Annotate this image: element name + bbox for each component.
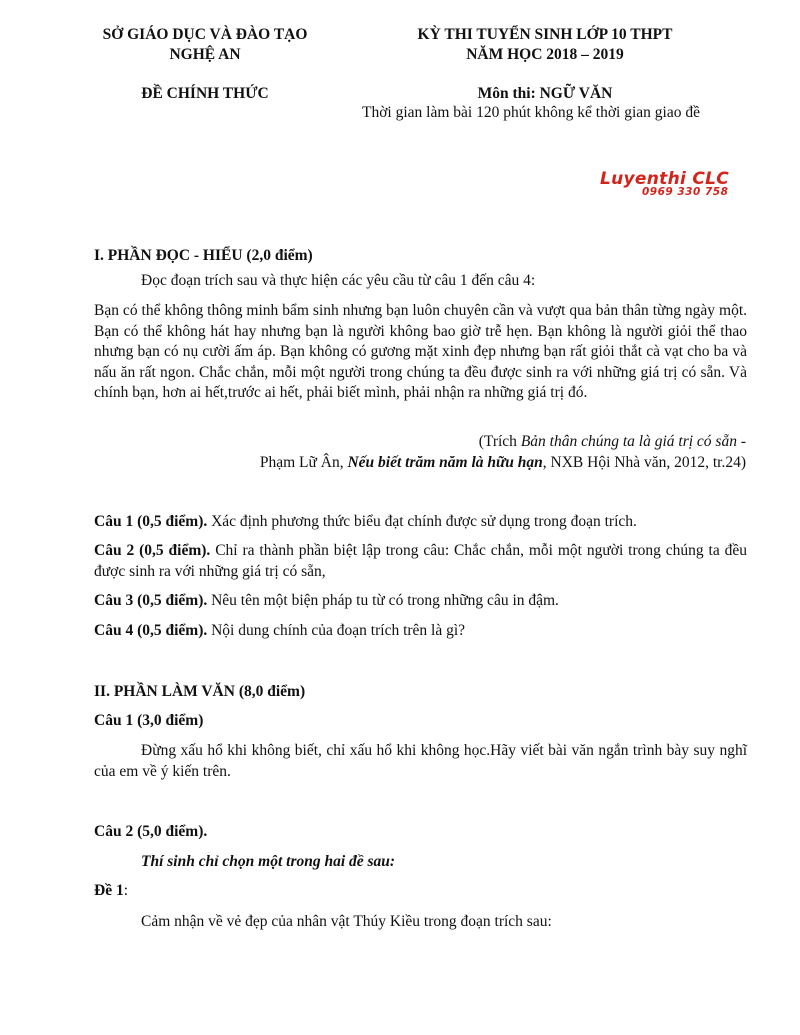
- de1-colon: :: [123, 882, 129, 899]
- part2-q2-choice: Thí sinh chỉ chọn một trong hai đề sau:: [141, 853, 396, 870]
- question-1-label: Câu 1 (0,5 điểm).: [94, 513, 208, 530]
- luyenthi-logo: [600, 169, 760, 198]
- duration-note: Thời gian làm bài 120 phút không kể thời gian giao đề: [362, 104, 700, 121]
- question-2: [94, 541, 747, 582]
- department-line1: SỞ GIÁO DỤC VÀ ĐÀO TẠO: [102, 26, 308, 43]
- source-open: (Trích: [478, 433, 521, 450]
- part2-q2-heading: Câu 2 (5,0 điểm).: [94, 823, 208, 840]
- logo-phone: 0969 330 758: [642, 186, 729, 198]
- department-line2: NGHỆ AN: [169, 46, 241, 63]
- de1-label: [94, 881, 128, 901]
- exam-title: [380, 25, 710, 65]
- exam-line1: KỲ THI TUYỂN SINH LỚP 10 THPT: [417, 26, 673, 43]
- reading-passage: Bạn có thể không thông minh bẩm sinh nhưng bạn luôn chuyên cần và vượt qua bản thân từng ngày một. Bạn có thể không hát hay nhưng bạn là người không bao giờ trễ hẹn. Bạn không là người giỏi thể thao nhưng bạn có nụ cười ấm áp. Bạn không có gương mặt xinh đẹp nhưng bạn rất giỏi thắt cà vạt cho ba và nấu ăn rất ngon. Chắc chắn, mỗi một người trong chúng ta đều được sinh ra với những giá trị có sẵn. Và chính bạn, hơn ai hết,trước ai hết, phải biết mình, phải nhận ra những giá trị đó.: [94, 302, 747, 401]
- question-4-label: Câu 4 (0,5 điểm).: [94, 622, 208, 639]
- source-publisher: , NXB Hội Nhà văn, 2012, tr.24): [542, 454, 746, 471]
- question-4: [94, 621, 747, 641]
- source-book: Nếu biết trăm năm là hữu hạn: [347, 454, 543, 471]
- question-4-text: Nội dung chính của đoạn trích trên là gì?: [207, 622, 466, 639]
- question-3-text: Nêu tên một biện pháp tu từ có trong những câu in đậm.: [207, 592, 559, 609]
- question-1: [94, 512, 747, 532]
- department-title: [60, 25, 350, 65]
- official-label: ĐỀ CHÍNH THỨC: [141, 85, 269, 102]
- source-article: Bản thân chúng ta là giá trị có sẵn: [520, 433, 737, 450]
- question-2-label: Câu 2 (0,5 điểm).: [94, 542, 211, 559]
- part2-heading: II. PHẦN LÀM VĂN (8,0 điểm): [94, 683, 306, 700]
- question-1-text: Xác định phương thức biểu đạt chính được sử dụng trong đoạn trích.: [207, 513, 637, 530]
- part1-instruction: Đọc đoạn trích sau và thực hiện các yêu cầu từ câu 1 đến câu 4:: [141, 272, 536, 289]
- source-dash: -: [736, 433, 746, 450]
- de1-label-text: Đề 1: [94, 882, 124, 899]
- question-2-text: Chỉ ra thành phần biệt lập trong câu: Chắc chắn, mỗi một người trong chúng ta đều được sinh ra với những giá trị có sẵn,: [94, 542, 747, 580]
- exam-line2: NĂM HỌC 2018 – 2019: [466, 46, 624, 63]
- source-author: Phạm Lữ Ân,: [259, 454, 348, 471]
- part2-q1-heading: Câu 1 (3,0 điểm): [94, 712, 204, 729]
- subject-label: Môn thi: NGỮ VĂN: [477, 85, 613, 102]
- de1-text: Cảm nhận về vẻ đẹp của nhân vật Thúy Kiều trong đoạn trích sau:: [141, 913, 552, 930]
- part2-q1-text: Đừng xấu hổ khi không biết, chỉ xấu hổ khi không học.Hãy viết bài văn ngắn trình bày suy nghĩ của em về ý kiến trên.: [94, 742, 747, 780]
- source-line2: [94, 453, 746, 473]
- logo-name: Luyenthi CLC: [600, 169, 730, 189]
- question-3: [94, 591, 747, 611]
- part1-heading: I. PHẦN ĐỌC - HIỂU (2,0 điểm): [94, 247, 313, 264]
- question-3-label: Câu 3 (0,5 điểm).: [94, 592, 208, 609]
- source-line1: [94, 432, 746, 452]
